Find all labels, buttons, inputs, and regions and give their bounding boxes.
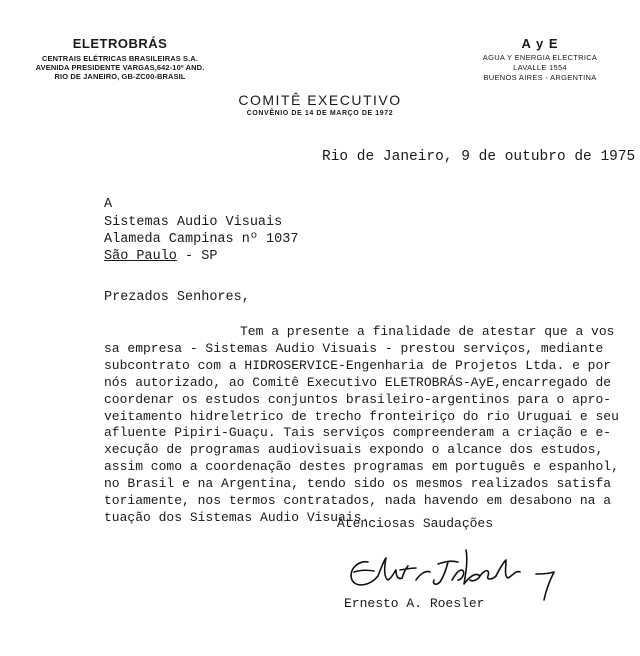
company-name-aye: A y E: [521, 36, 559, 51]
body-line: Tem a presente a finalidade de atestar que a vos: [240, 324, 615, 339]
signer-name: Ernesto A. Roesler: [344, 596, 485, 611]
letterhead-line: LAVALLE 1554: [513, 63, 567, 72]
recipient-prefix: A: [104, 197, 113, 212]
eletrobras-address: [20, 54, 220, 81]
letterhead-line: AGUA Y ENERGIA ELECTRICA: [482, 53, 598, 62]
company-name-eletrobras: ELETROBRÁS: [72, 36, 168, 51]
recipient-name: Sistemas Audio Visuais: [104, 215, 283, 230]
letterhead-line: BUENOS AIRES - ARGENTINA: [483, 73, 597, 82]
letterhead-eletrobras: [20, 36, 220, 81]
letter-date: Rio de Janeiro, 9 de outubro de 1975: [322, 149, 636, 165]
letterhead-line: CENTRAIS ELÉTRICAS BRASILEIRAS S.A.: [41, 54, 198, 63]
closing-salutation: Atenciosas Saudações: [337, 516, 494, 531]
body-line: coordenar os estudos conjuntos brasileiro-argentinos para o apro-: [104, 391, 612, 407]
heading-title: COMITÊ EXECUTIVO: [238, 92, 402, 108]
recipient-state: - SP: [176, 249, 218, 264]
committee-heading: [200, 92, 440, 117]
salutation: Prezados Senhores,: [104, 290, 250, 305]
recipient-street: Alameda Campinas nº 1037: [104, 232, 299, 247]
letterhead-aye: [466, 36, 614, 83]
recipient-city: São Paulo: [104, 249, 177, 264]
letterhead-line: AVENIDA PRESIDENTE VARGAS,642-10º AND.: [35, 63, 205, 72]
body-line: nós autorizado, ao Comitê Executivo ELETROBRÁS-AyE,encarregado de: [104, 374, 612, 390]
body-line: tuação dos Sistemas Audio Visuais.: [104, 509, 370, 525]
aye-address: [466, 53, 614, 83]
body-line: no Brasil e na Argentina, tendo sido os mesmos realizados satisfa: [104, 476, 612, 492]
body-line: afluente Pipiri-Guaçu. Tais serviços compreenderam a criação e e-: [104, 425, 612, 441]
body-line: veitamento hidreletrico de trecho fronteiriço do rio Uruguai e seu: [104, 408, 619, 424]
body-line: assim como a coordenação destes programas em português e espanhol,: [104, 459, 619, 475]
body-line: toriamente, nos termos contratados, nada havendo em desabono na a: [104, 493, 612, 509]
body-line: subcontrato com a HIDROSERVICE-Engenharia de Projetos Ltda. e por: [104, 357, 612, 373]
recipient-city-line: [104, 249, 217, 265]
body-line: sa empresa - Sistemas Audio Visuais - prestou serviços, mediante: [104, 340, 604, 356]
heading-subtitle: CONVÊNIO DE 14 DE MARÇO DE 1972: [246, 110, 394, 117]
body-line: xecução de programas audiovisuais expondo o alcance dos estudos,: [104, 442, 604, 458]
letterhead-line: RIO DE JANEIRO, GB-ZC00-BRASIL: [54, 72, 186, 81]
letter-body: [104, 324, 619, 527]
